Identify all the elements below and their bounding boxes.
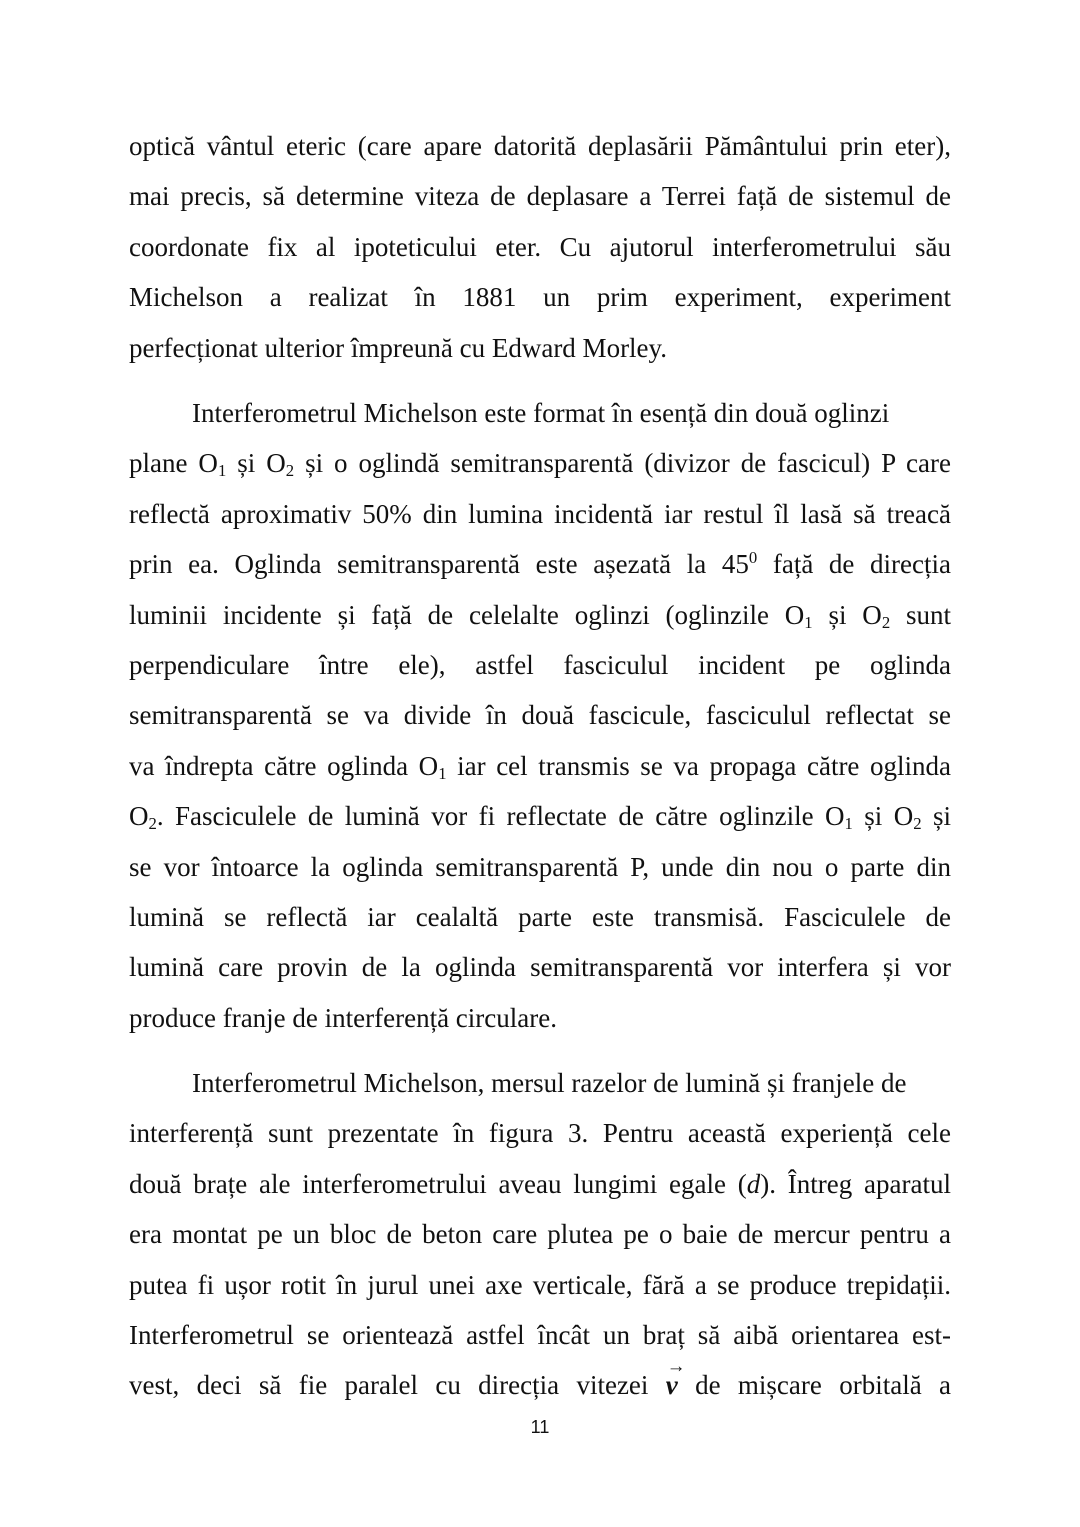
text-line: interferență sunt prezentate în figura 3. Pentru această experiență cele xyxy=(129,1118,951,1149)
subscript: 1 xyxy=(844,814,853,834)
page-number: 11 xyxy=(530,1417,550,1437)
text-line: era montat pe un bloc de beton care plutea pe o baie de mercur pentru a xyxy=(129,1219,951,1250)
paragraph-3 xyxy=(129,1058,951,1411)
subscript: 2 xyxy=(881,612,891,632)
subscript: 2 xyxy=(913,814,922,834)
paragraph-1 xyxy=(129,121,951,373)
body-text xyxy=(129,121,951,1426)
text-line: Interferometrul se orientează astfel încât un braț să aibă orientarea est- xyxy=(129,1320,951,1351)
velocity-vector: → v xyxy=(665,1360,686,1401)
text-line: perpendiculare între ele), astfel fasciculul incident pe oglinda xyxy=(129,649,951,680)
text-line: plane $O_1$ și $O_2$ și o oglindă semitransparentă (divizor de fascicul) P care xyxy=(129,448,951,481)
text-line: Interferometrul Michelson este format în esență din două oglinzi xyxy=(192,397,890,428)
paragraph-2 xyxy=(129,388,951,1043)
text-line: prin ea. Oglinda semitransparentă este așezată la $45^0$ față de direcția xyxy=(129,548,951,580)
text-line: luminii incidente și față de celelalte oglinzi (oglinzile $O_1$ și $O_2$ sunt xyxy=(129,599,951,632)
text-line: două brațe ale interferometrului aveau lungimi egale (d). Întreg aparatul xyxy=(129,1168,951,1199)
text-line: coordonate fix al ipoteticului eter. Cu ajutorul interferometrului său xyxy=(129,231,951,262)
subscript: 1 xyxy=(217,461,227,481)
superscript: 0 xyxy=(748,548,758,568)
text-line: va îndrepta către oglinda $O_1$ iar cel transmis se va propaga către oglinda xyxy=(129,750,951,783)
text-line: Michelson a realizat în 1881 un prim experiment, experiment xyxy=(129,282,951,313)
text-line: produce franje de interferență circulare. xyxy=(129,1002,557,1033)
text-line: vest, deci să fie paralel cu direcția vitezei → v de mișcare orbitală a xyxy=(129,1360,951,1410)
text-line: $O_2$. Fasciculele de lumină vor fi reflectate de către oglinzile $O_1$ și $O_2$ și xyxy=(129,801,951,834)
subscript: 1 xyxy=(804,612,813,632)
text-line: semitransparentă se va divide în două fascicule, fasciculul reflectat se xyxy=(129,700,951,731)
subscript: 1 xyxy=(438,763,447,783)
text-line: se vor întoarce la oglinda semitransparentă P, unde din nou o parte din xyxy=(129,851,951,882)
subscript: 2 xyxy=(148,814,157,834)
text-line: lumină care provin de la oglinda semitransparentă vor interfera și vor xyxy=(129,952,951,983)
vector-arrow-icon: → xyxy=(666,1360,686,1378)
subscript: 2 xyxy=(285,461,295,481)
text-line: putea fi ușor rotit în jurul unei axe verticale, fără a se produce trepidații. xyxy=(129,1269,951,1300)
variable-d: d xyxy=(746,1168,761,1199)
text-line: Interferometrul Michelson, mersul razelor de lumină și franjele de xyxy=(192,1068,907,1099)
text-line: optică vântul eteric (care apare datorită deplasării Pământului prin eter), xyxy=(129,131,951,161)
text-line: reflectă aproximativ 50% din lumina incidentă iar restul îl lasă să treacă xyxy=(129,498,951,529)
text-line: lumină se reflectă iar cealaltă parte este transmisă. Fasciculele de xyxy=(129,901,951,932)
text-line: mai precis, să determine viteza de deplasare a Terrei față de sistemul de xyxy=(129,181,951,212)
text-line: perfecționat ulterior împreună cu Edward Morley. xyxy=(129,332,668,363)
